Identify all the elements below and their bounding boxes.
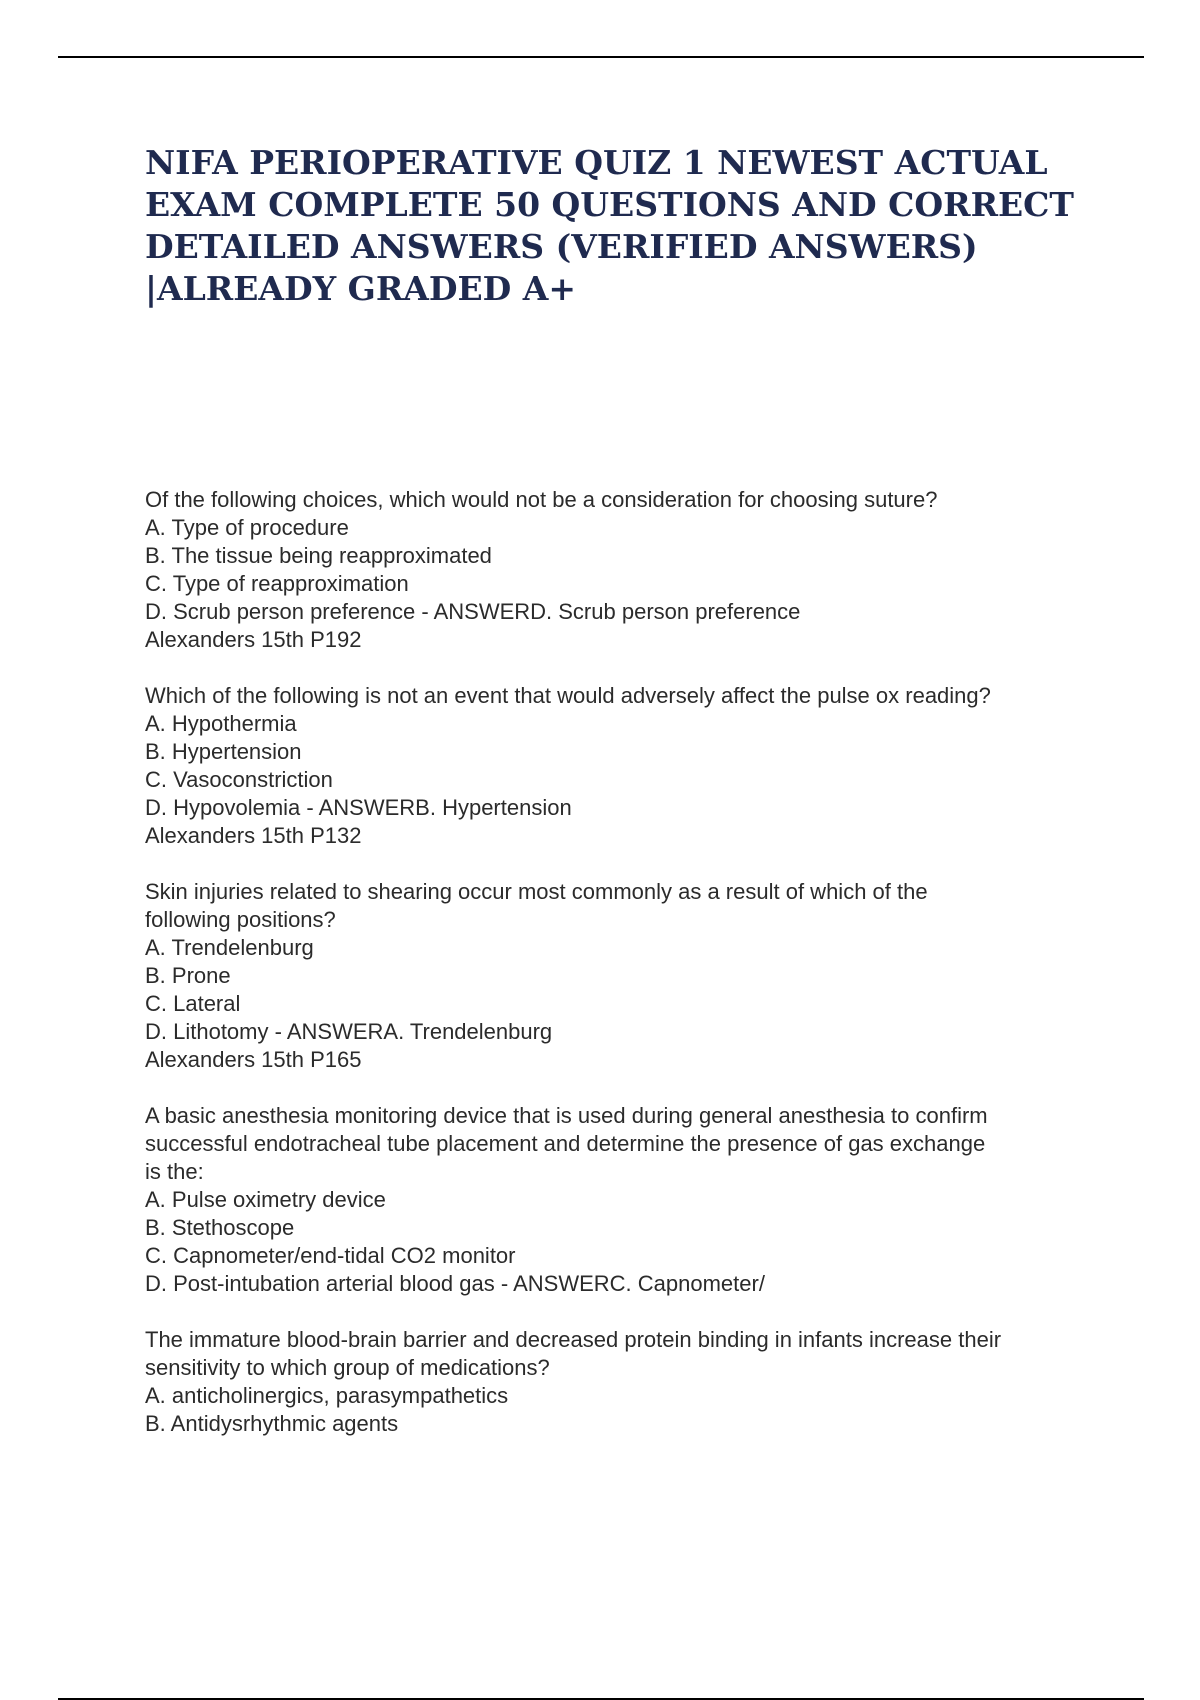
question-3-text-line-1: Skin injuries related to shearing occur most commonly as a result of which of the (145, 879, 928, 904)
question-3 (145, 878, 1105, 1074)
question-5-option-b: B. Antidysrhythmic agents (145, 1411, 399, 1436)
question-1-option-b: B. The tissue being reapproximated (145, 543, 492, 568)
document-title (145, 142, 1105, 310)
question-2 (145, 682, 1105, 850)
question-1-option-c: C. Type of reapproximation (145, 571, 409, 596)
question-1 (145, 486, 1105, 654)
question-4-text-line-2: successful endotracheal tube placement and determine the presence of gas exchange (145, 1131, 986, 1156)
question-3-text-line-2: following positions? (145, 907, 336, 932)
question-2-option-c: C. Vasoconstriction (145, 767, 333, 792)
top-rule (58, 56, 1144, 58)
question-2-option-b: B. Hypertension (145, 739, 302, 764)
title-line-1: NIFA PERIOPERATIVE QUIZ 1 NEWEST ACTUAL (145, 143, 1048, 182)
question-5 (145, 1326, 1105, 1438)
question-1-option-a: A. Type of procedure (145, 515, 349, 540)
question-2-reference: Alexanders 15th P132 (145, 823, 362, 848)
question-4 (145, 1102, 1105, 1298)
title-line-4: |ALREADY GRADED A+ (145, 269, 576, 308)
title-line-2: EXAM COMPLETE 50 QUESTIONS AND CORRECT (145, 185, 1074, 224)
question-4-option-b: B. Stethoscope (145, 1215, 295, 1240)
question-5-text-line-2: sensitivity to which group of medications? (145, 1355, 550, 1380)
question-1-option-d-answer: D. Scrub person preference - ANSWERD. Scrub person preference (145, 599, 801, 624)
question-3-option-d-answer: D. Lithotomy - ANSWERA. Trendelenburg (145, 1019, 553, 1044)
question-5-option-a: A. anticholinergics, parasympathetics (145, 1383, 509, 1408)
question-4-option-d-answer: D. Post-intubation arterial blood gas - ANSWERC. Capnometer/ (145, 1271, 765, 1296)
question-2-option-d-answer: D. Hypovolemia - ANSWERB. Hypertension (145, 795, 572, 820)
question-5-text-line-1: The immature blood-brain barrier and decreased protein binding in infants increase their (145, 1327, 1002, 1352)
question-1-text: Of the following choices, which would not be a consideration for choosing suture? (145, 487, 938, 512)
question-3-option-a: A. Trendelenburg (145, 935, 314, 960)
question-3-option-b: B. Prone (145, 963, 231, 988)
question-3-reference: Alexanders 15th P165 (145, 1047, 362, 1072)
document-body (145, 486, 1105, 1466)
question-4-option-c: C. Capnometer/end-tidal CO2 monitor (145, 1243, 516, 1268)
question-4-option-a: A. Pulse oximetry device (145, 1187, 386, 1212)
question-2-option-a: A. Hypothermia (145, 711, 297, 736)
question-1-reference: Alexanders 15th P192 (145, 627, 362, 652)
title-line-3: DETAILED ANSWERS (VERIFIED ANSWERS) (145, 227, 978, 266)
question-2-text: Which of the following is not an event that would adversely affect the pulse ox reading? (145, 683, 991, 708)
question-4-text-line-3: is the: (145, 1159, 204, 1184)
question-4-text-line-1: A basic anesthesia monitoring device that is used during general anesthesia to confirm (145, 1103, 988, 1128)
question-3-option-c: C. Lateral (145, 991, 241, 1016)
